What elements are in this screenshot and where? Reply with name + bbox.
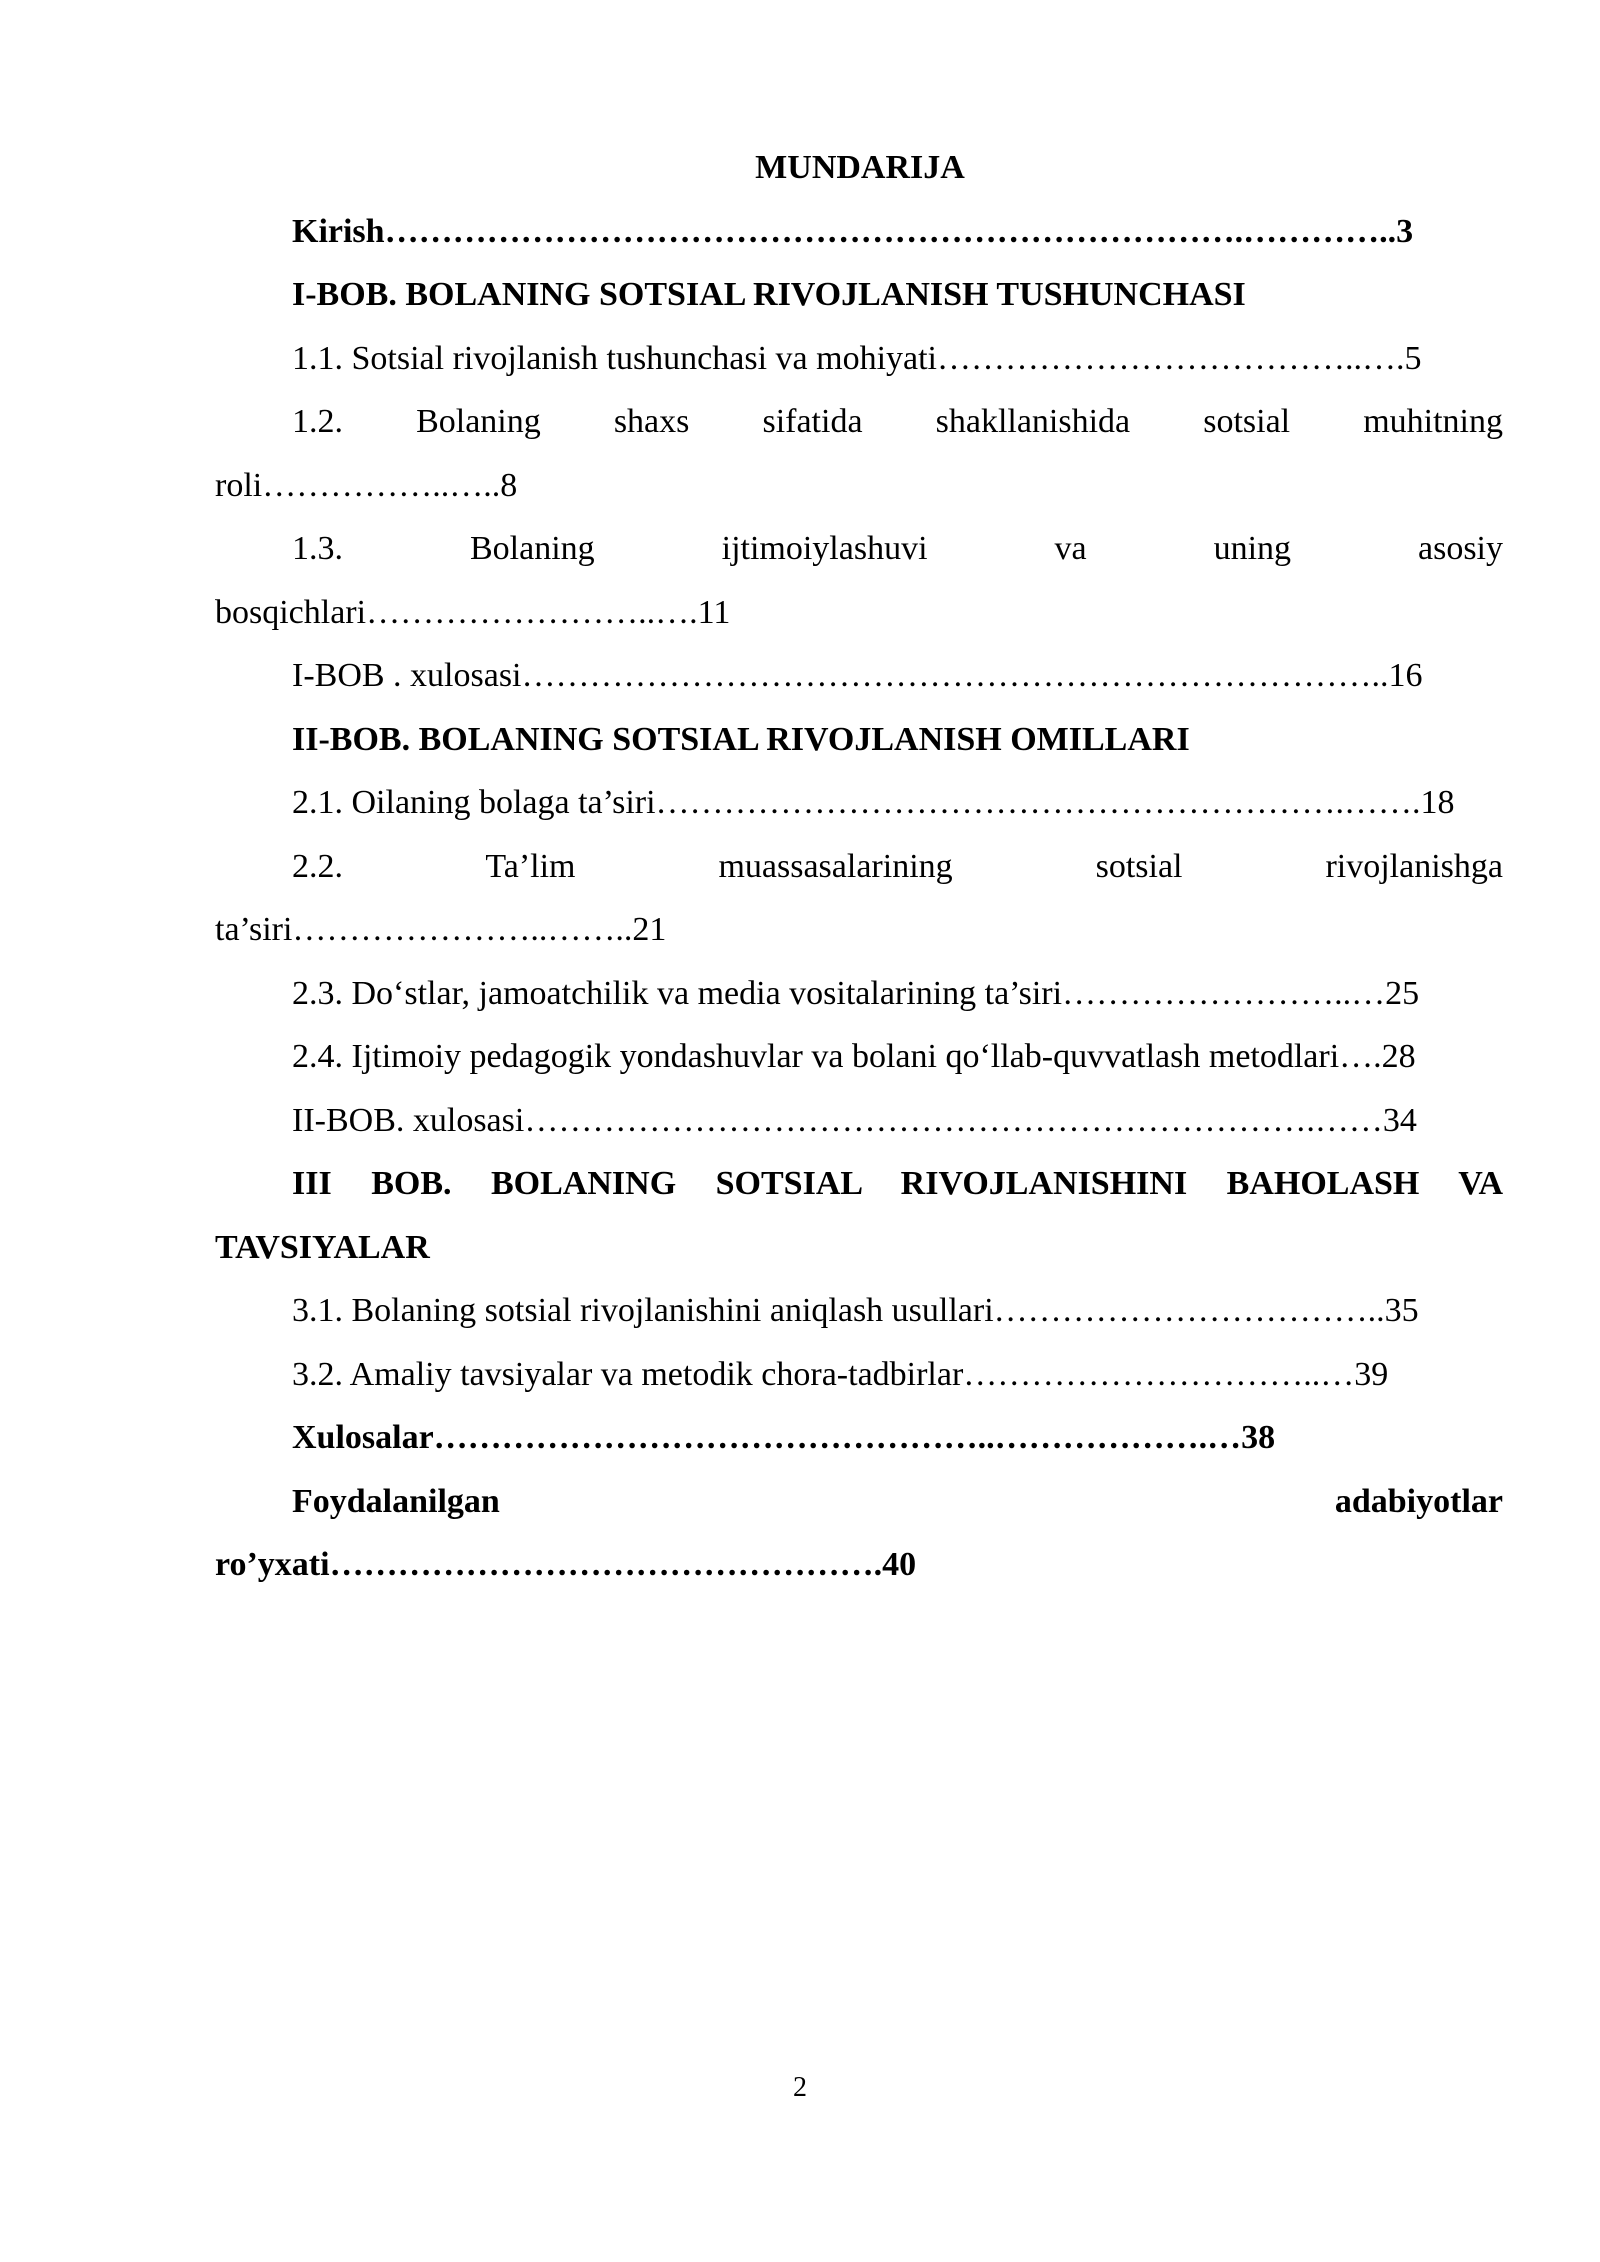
table-of-contents [215, 136, 1503, 1597]
toc-entry-conclusions: Xulosalar…………………………………………..……………….…38 [292, 1419, 1276, 1456]
toc-entry-chapter-2-conclusion: II-BOB. xulosasi…………………………………………………………….……34 [292, 1101, 1417, 1139]
toc-chapter-2-heading: II-BOB. BOLANING SOTSIAL RIVOJLANISH OMILLARI [292, 720, 1190, 758]
toc-entry-2-2-line2: ta’siri…………………..……..21 [215, 911, 667, 948]
toc-entry-2-4: 2.4. Ijtimoiy pedagogik yondashuvlar va bolani qo‘llab-quvvatlash metodlari….28 [292, 1038, 1416, 1075]
toc-entry-kirish: Kirish………………………………………………………………….…………..3 [292, 212, 1414, 250]
toc-entry-references [215, 1470, 1503, 1597]
toc-chapter-1-heading: I-BOB. BOLANING SOTSIAL RIVOJLANISH TUSHUNCHASI [292, 276, 1246, 313]
toc-entry-3-2: 3.2. Amaliy tavsiyalar va metodik chora-tadbirlar…………………………..…39 [292, 1355, 1389, 1393]
toc-entry-1-3-line1: 1.3. Bolaning ijtimoiylashuvi va uning asosiy [292, 530, 1503, 567]
toc-entry-2-1: 2.1. Oilaning bolaga ta’siri…………………………………………………….…….18 [292, 784, 1455, 821]
toc-title: MUNDARIJA [755, 149, 965, 186]
toc-entry-2-2 [215, 835, 1503, 962]
toc-entry-references-line1: Foydalanilgan adabiyotlar [292, 1482, 1503, 1520]
toc-entry-1-1: 1.1. Sotsial rivojlanish tushunchasi va mohiyati………………………………..….5 [292, 339, 1422, 377]
toc-entry-1-3 [215, 517, 1503, 644]
toc-entry-2-2-line1: 2.2. Ta’lim muassasalarining sotsial rivojlanishga [292, 847, 1503, 885]
toc-entry-chapter-1-conclusion: I-BOB . xulosasi…………………………………………………………………..16 [292, 657, 1423, 694]
toc-entry-1-3-line2: bosqichlari……………………..….11 [215, 593, 731, 631]
toc-chapter-3-heading-line1: III BOB. BOLANING SOTSIAL RIVOJLANISHINI BAHOLASH VA [292, 1165, 1503, 1202]
toc-chapter-3-heading [215, 1152, 1503, 1279]
toc-entry-1-2-line2: roli……………..…..8 [215, 466, 518, 504]
toc-entry-1-2 [215, 390, 1503, 517]
toc-entry-references-line2: ro’yxati………………………………………….40 [215, 1546, 917, 1583]
toc-entry-1-2-line1: 1.2. Bolaning shaxs sifatida shakllanishida sotsial muhitning [292, 403, 1503, 440]
toc-chapter-3-heading-line2: TAVSIYALAR [215, 1228, 430, 1266]
toc-entry-2-3: 2.3. Do‘stlar, jamoatchilik va media vositalarining ta’siri……………………..…25 [292, 974, 1420, 1012]
page-number: 2 [793, 2072, 807, 2103]
toc-entry-3-1: 3.1. Bolaning sotsial rivojlanishini aniqlash usullari……………………………..35 [292, 1292, 1419, 1329]
